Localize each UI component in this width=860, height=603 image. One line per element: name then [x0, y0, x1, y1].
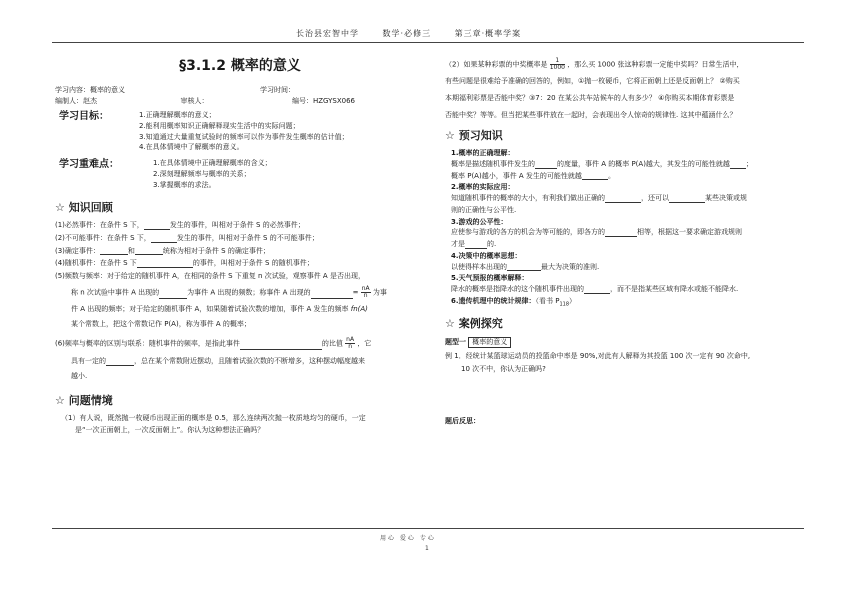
goal-item: 3.知道通过大量重复试验时的频率可以作为事件发生概率的估计值； [139, 132, 349, 141]
preview-4: 4.决策中的概率思想： [451, 251, 522, 260]
review-2: (2)不可能事件：在条件 S 下， 发生的事件，叫相对于条件 S 的不可能事件； [55, 233, 319, 242]
case-heading [445, 317, 805, 331]
key-title: 学习重难点： [59, 159, 119, 170]
preview-1a: 概率是描述随机事件发生的 的度量，事件 A 的概率 P(A)越大，其发生的可能性就越 ； [451, 159, 753, 168]
key-section [55, 157, 425, 191]
page-header [296, 28, 541, 39]
type-1: 题型一 概率的意义 [445, 337, 805, 348]
learning-content: 学习内容：概率的意义 [55, 85, 125, 94]
problem-1b: 是“一次正面朝上，一次反面朝上”。你认为这种想法正确吗？ [75, 426, 265, 435]
fn-symbol: fn(A) [350, 304, 368, 313]
meta-row-2 [55, 97, 355, 106]
preview-5: 5.天气预报的概率解释： [451, 274, 529, 283]
review-6: (6)频率与概率的区别与联系：随机事件的频率，是指此事件 的比值 $\frac{nA}{n}$ ，它 [55, 336, 372, 351]
frequency-fraction: $\frac{nA}{n}$ [361, 284, 370, 299]
example-1b: 10 次不中，你认为正确吗? [461, 364, 546, 373]
review-5b: 称 n 次试验中事件 A 出现的 为事件 A 出现的频数；称事件 A 出现的 = $\frac{nA}{n}$ 为事 [71, 284, 387, 299]
preview-2b: 则的正确性与公平性. [451, 205, 517, 214]
page-number: 1 [425, 545, 429, 552]
doc-code: 编号：HZGYSX066 [291, 97, 355, 106]
goal-item: 2.能利用概率知识正确解释现实生活中的实际问题； [139, 121, 300, 130]
goals-section [55, 109, 425, 154]
problem-1: （1）有人说，既然抛一枚硬币出现正面的概率是 0.5，那么连续两次抛一枚质地均匀的硬币，一定 [61, 413, 366, 422]
key-item: 2.深刻理解频率与概率的关系； [153, 169, 251, 178]
review-6c: 越小. [71, 372, 88, 380]
reviewer: 审核人： [180, 97, 209, 106]
question-2: （2）如果某种彩票的中奖概率是 $\frac{1}{1000}$ ，那么买 1000 张这种彩票一定能中奖吗？日常生活中， [445, 57, 744, 71]
review-heading [55, 201, 425, 215]
preview-5a: 降水的概率是指降水的这个随机事件出现的 ，而不是指某些区域有降水或能不能降水. [451, 285, 739, 293]
header-rule [52, 42, 804, 43]
chapter-name: 第三章·概率学案 [454, 29, 522, 38]
preview-3a: 应使参与游戏的各方的机会为等可能的，即各方的 相等，根据这一要求确定游戏规则 [451, 228, 742, 237]
problem-heading [55, 394, 425, 408]
review-3: (3)确定事件： 和 统称为相对于条件 S 的确定事件； [55, 246, 270, 255]
preview-6: 6.遗传机理中的统计规律：（看书 $P_{118}$） [451, 296, 577, 308]
review-5: (5)频数与频率：对于给定的随机事件 A，在相同的条件 S 下重复 n 次试验，观察事件 A 是否出现， [55, 272, 365, 280]
goals-title: 学习目标： [59, 111, 109, 122]
review-6b: 具有一定的 ，总在某个常数附近摆动，且随着试验次数的不断增多，这种摆动幅度越来 [71, 357, 365, 366]
question-2d: 否能中奖？等等。但当把某些事件放在一起时，会表现出令人惊奇的规律性. 这其中蕴涵什么？ [445, 110, 737, 119]
type-1-box: 概率的意义 [468, 337, 511, 348]
reflection-label: 题后反思： [445, 417, 480, 426]
question-2b: 有些问题是很难给予准确的回答的，例如，①抛一枚硬币，它将正面朝上还是反面朝上？ ②购买 [445, 77, 740, 85]
star-icon: ☆ [55, 201, 65, 215]
goal-item: 1.正确理解概率的意义； [139, 111, 216, 119]
preview-1: 1.概率的正确理解： [451, 149, 515, 157]
key-item: 1.在具体情境中正确理解概率的含义； [153, 159, 272, 167]
preview-2a: 知道随机事件的概率的大小，有利我们做出正确的 ，还可以 某些决策或规 [451, 194, 747, 202]
school-name: 长治县宏智中学 [296, 29, 359, 38]
right-column [445, 50, 805, 430]
question-2c: 本期福利彩票是否能中奖？③7：20 在某公共车站候车的人有多少？ ④你购买本期体育彩票是 [445, 93, 735, 102]
preview-4a: 以使得样本出现的 最大为决策的准则. [451, 262, 600, 271]
star-icon: ☆ [445, 129, 455, 143]
review-4: (4)随机事件：在条件 S 下 的事件，叫相对于条件 S 的随机事件； [55, 259, 314, 268]
preview-2: 2.概率的实际应用： [451, 183, 515, 192]
review-5d: 某个常数上，把这个常数记作 P(A)，称为事件 A 的概率； [71, 319, 251, 328]
page-title: §3.1.2 概率的意义 [179, 58, 301, 74]
lottery-fraction: $\frac{1}{1000}$ [549, 57, 565, 71]
preview-3b: 才是 的. [451, 240, 497, 248]
ratio-fraction: $\frac{nA}{n}$ [346, 336, 355, 351]
footer-rule [52, 528, 804, 529]
preview-heading [445, 129, 805, 143]
star-icon: ☆ [445, 317, 455, 331]
key-item: 3.掌握概率的求法。 [153, 180, 216, 189]
star-icon: ☆ [55, 393, 65, 407]
learning-time: 学习时间： [260, 85, 295, 94]
preview-title: 预习知识 [458, 129, 503, 143]
meta-row-1 [55, 86, 355, 95]
example-1: 例 1．经统计某篮球运动员的投篮命中率是 90%,对此有人解释为其投篮 100 次一定有 90 次命中, [445, 351, 751, 360]
subject-name: 数学·必修三 [382, 29, 432, 38]
problem-title: 问题情境 [68, 393, 113, 407]
author: 编制人：赵杰 [55, 97, 97, 106]
review-1: (1)必然事件：在条件 S 下， 发生的事件，叫相对于条件 S 的必然事件； [55, 221, 305, 229]
goal-item: 4.在具体情境中了解概率的意义。 [139, 143, 244, 152]
left-column [55, 50, 425, 439]
case-title: 案例探究 [458, 317, 503, 331]
footer-motto: 用心 爱心 专心 [380, 535, 436, 542]
review-title: 知识回顾 [68, 201, 113, 215]
preview-3: 3.游戏的公平性： [451, 217, 508, 226]
preview-1b: 概率 P(A)越小，事件 A 发生的可能性就越 。 [451, 171, 615, 180]
review-5c: 件 A 出现的频率；对于给定的随机事件 A，如果随着试验次数的增加，事件 A 发生的频率 fn(A) [71, 304, 368, 313]
